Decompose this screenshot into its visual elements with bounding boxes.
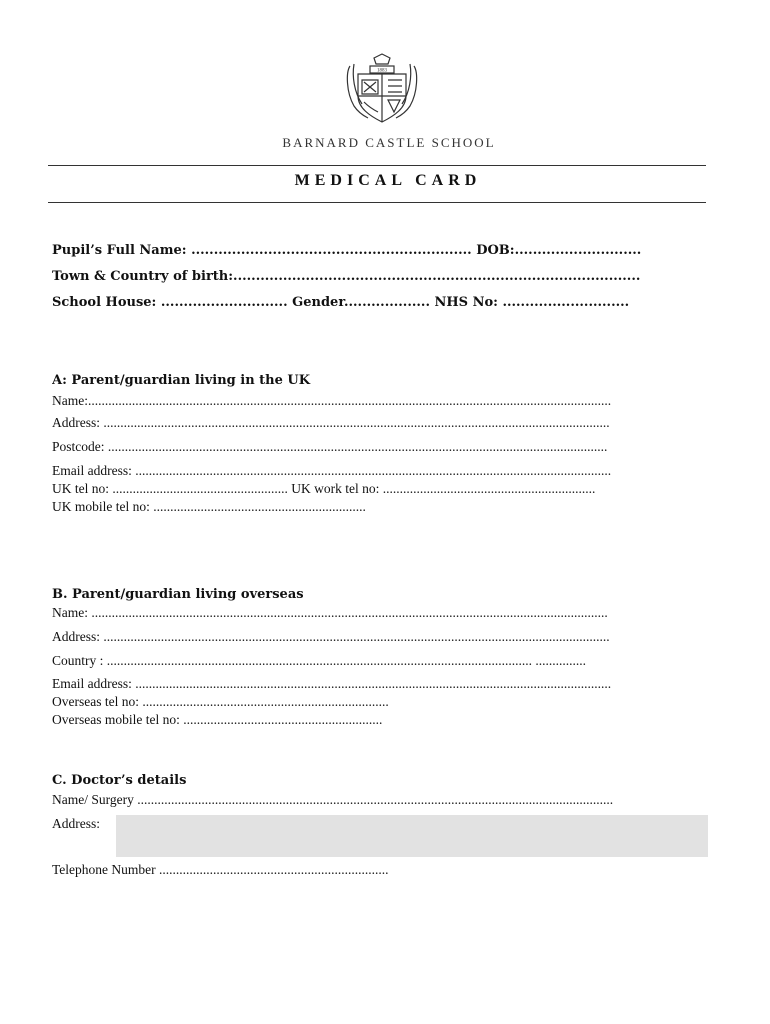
uk-tel-fields[interactable]: UK tel no: .................................................... UK work tel no: ...............................................................: [52, 481, 596, 496]
section-c-heading: C. Doctor’s details: [52, 773, 187, 788]
school-crest-icon: [344, 52, 420, 124]
birth-place-field[interactable]: Town & Country of birth:..........................................................................................: [52, 269, 641, 284]
house-gender-nhs-field[interactable]: School House: ............................ Gender................... NHS No: ............................: [52, 295, 630, 310]
doctor-surgery-field[interactable]: Name/ Surgery .............................................................................................................................................: [52, 792, 614, 807]
uk-parent-postcode-field[interactable]: Postcode: ....................................................................................................................................................: [52, 439, 608, 454]
overseas-country-field[interactable]: Country : .............................................................................................................................. ...............: [52, 653, 587, 668]
overseas-email-field[interactable]: Email address: .............................................................................................................................................: [52, 676, 612, 691]
doctor-telephone-field[interactable]: Telephone Number ....................................................................: [52, 862, 389, 877]
doctor-address-input[interactable]: [116, 815, 708, 857]
overseas-parent-address-field[interactable]: Address: ......................................................................................................................................................: [52, 629, 610, 644]
school-name: BARNARD CASTLE SCHOOL: [282, 135, 496, 150]
doctor-address-label: Address:: [52, 816, 100, 831]
pupil-name-dob-field[interactable]: Pupil’s Full Name: .............................................................. DOB:............................: [52, 243, 642, 258]
page-title: MEDICAL CARD: [294, 172, 482, 189]
uk-parent-address-field[interactable]: Address: ......................................................................................................................................................: [52, 415, 610, 430]
uk-mobile-field[interactable]: UK mobile tel no: ...............................................................: [52, 499, 366, 514]
overseas-parent-name-field[interactable]: Name: .........................................................................................................................................................: [52, 605, 608, 620]
overseas-tel-field[interactable]: Overseas tel no: .........................................................................: [52, 694, 389, 709]
overseas-mobile-field[interactable]: Overseas mobile tel no: ...........................................................: [52, 712, 383, 727]
header-bottom-rule: [48, 202, 706, 203]
header-top-rule: [48, 165, 706, 166]
uk-parent-name-field[interactable]: Name:...........................................................................................................................................................: [52, 393, 612, 408]
svg-text:1883: 1883: [377, 68, 387, 74]
section-b-heading: B. Parent/guardian living overseas: [52, 587, 304, 602]
section-a-heading: A: Parent/guardian living in the UK: [52, 373, 311, 388]
uk-parent-email-field[interactable]: Email address: .............................................................................................................................................: [52, 463, 612, 478]
